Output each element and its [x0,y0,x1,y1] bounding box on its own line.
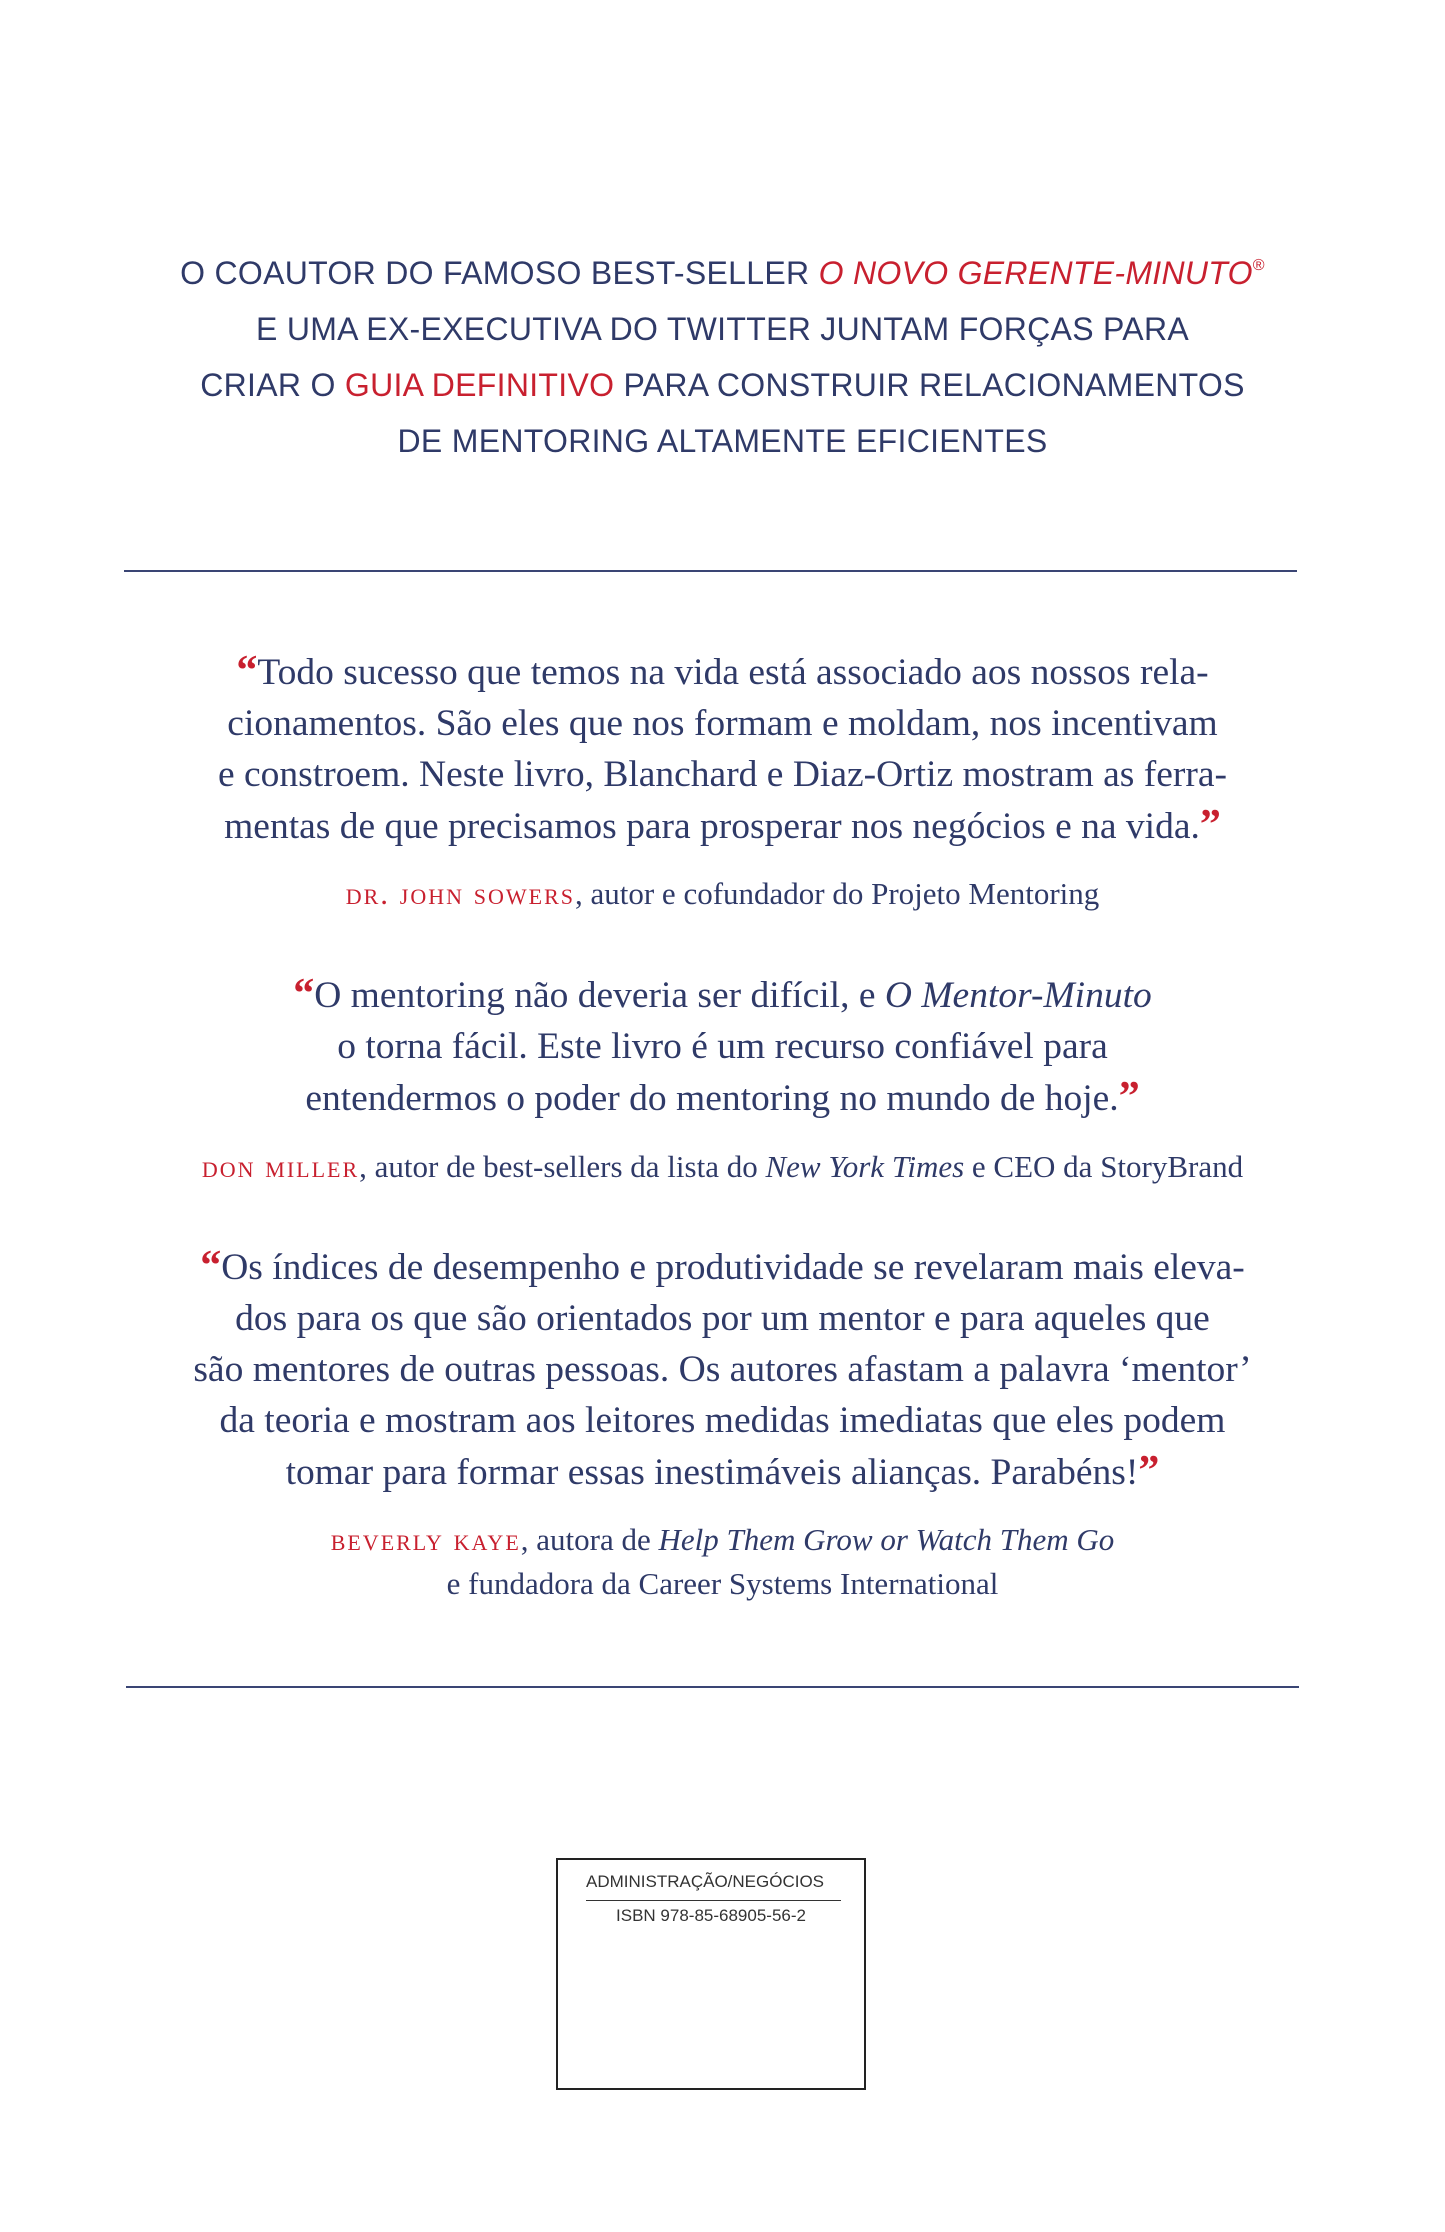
author-name: dr. john sowers [345,876,575,911]
isbn-divider [586,1900,841,1901]
testimonial-3: “Os índices de desempenho e produtividade se revelaram mais eleva- dos para os que são orientados por um mentor e para aqueles que são mentores de outras pessoas. Os autores afastam a palavra ‘mentor’ da teoria e mostram aos leitores medidas imediatas que eles podem tomar para formar essas inestimáveis alianças. Parabéns!” [193,1243,1252,1494]
isbn-barcode-box [556,1858,866,2090]
testimonial-2-attribution: don miller, autor de best-sellers da lista do New York Times e CEO da StoryBrand [201,1149,1244,1184]
close-quote-mark: ” [1199,802,1221,848]
isbn-number: ISBN 978-85-68905-56-2 [616,1906,806,1925]
testimonial-1: “Todo sucesso que temos na vida está associado aos nossos rela- cionamentos. São eles que nos formam e moldam, nos incentivam e constroem. Neste livro, Blanchard e Diaz-Ortiz mostram as ferra- mentas de que precisamos para prosperar nos negócios e na vida.” [218,648,1227,848]
open-quote-mark: “ [293,971,315,1017]
subject-category: ADMINISTRAÇÃO/NEGÓCIOS [586,1872,825,1891]
tagline-line-2: E UMA EX-EXECUTIVA DO TWITTER JUNTAM FORÇAS PARA [255,311,1189,347]
testimonial-2: “O mentoring não deveria ser difícil, e O Mentor-Minuto o torna fácil. Este livro é um recurso confiável para entendermos o poder do mentoring no mundo de hoje.” [293,971,1152,1120]
registered-mark: ® [1252,257,1265,274]
testimonial-3-attribution: beverly kaye, autora de Help Them Grow or Watch Them Go e fundadora da Career Systems International [330,1522,1115,1601]
close-quote-mark: ” [1138,1448,1160,1494]
open-quote-mark: “ [200,1243,222,1289]
bottom-divider [126,1686,1299,1688]
tagline-highlight: GUIA DEFINITIVO [344,367,615,403]
testimonial-1-attribution: dr. john sowers, autor e cofundador do Projeto Mentoring [345,876,1100,911]
tagline-line-3: CRIAR O GUIA DEFINITIVO PARA CONSTRUIR RELACIONAMENTOS [200,367,1245,403]
book-title-reference: O NOVO GERENTE-MINUTO [818,255,1253,291]
tagline [0,238,1445,469]
author-name: beverly kaye [330,1522,521,1557]
tagline-line-4: DE MENTORING ALTAMENTE EFICIENTES [397,423,1048,459]
close-quote-mark: ” [1118,1074,1140,1120]
top-divider [124,570,1297,572]
author-name: don miller [201,1149,360,1184]
open-quote-mark: “ [236,648,258,694]
tagline-line-1: O COAUTOR DO FAMOSO BEST-SELLER O NOVO GERENTE-MINUTO® [180,255,1265,291]
